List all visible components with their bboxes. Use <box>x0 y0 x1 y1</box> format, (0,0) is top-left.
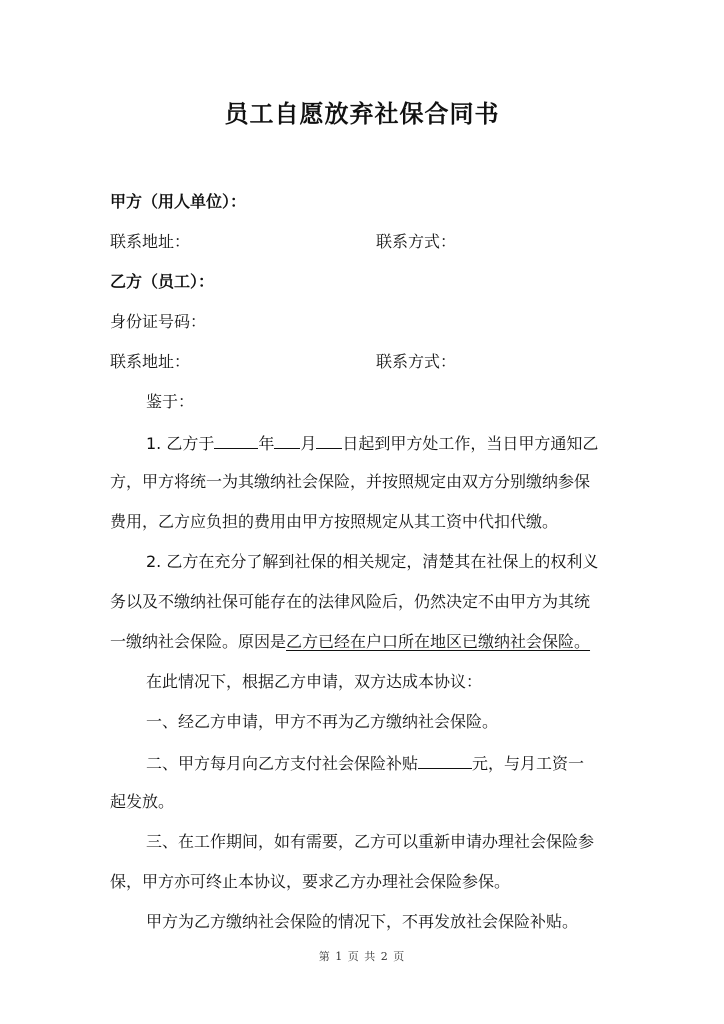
clause-2-line-2: 务以及不缴纳社保可能存在的法律风险后，仍然决定不由甲方为其统 <box>110 592 591 611</box>
article-2-text-a: 二、甲方每月向乙方支付社会保险补贴 <box>146 754 419 773</box>
subsidy-amount-blank <box>418 752 472 769</box>
clause-1-line-2: 方，甲方将统一为其缴纳社会保险，并按照规定由双方分别缴纳参保 <box>110 472 591 491</box>
id-number-label: 身份证号码： <box>110 312 207 331</box>
article-3-line-2: 保，甲方亦可终止本协议，要求乙方办理社会保险参保。 <box>110 872 511 891</box>
article-1: 一、经乙方申请，甲方不再为乙方缴纳社会保险。 <box>146 712 499 731</box>
year-label: 年 <box>258 434 275 453</box>
document-title: 员工自愿放弃社保合同书 <box>224 100 500 128</box>
party-a-contact-label: 联系方式： <box>376 232 457 251</box>
agreement-intro: 在此情况下，根据乙方申请，双方达成本协议： <box>146 672 483 691</box>
party-b-contact-label: 联系方式： <box>376 352 457 371</box>
whereas-heading: 鉴于： <box>146 392 195 411</box>
clause-2-text-a: 一缴纳社会保险。原因是 <box>110 632 287 651</box>
party-a-label: 甲方（用人单位）： <box>110 192 247 211</box>
start-day-blank <box>316 432 342 449</box>
clause-1-text-a: 1. 乙方于 <box>146 434 215 453</box>
article-2-text-b: 元，与月工资一 <box>472 754 585 773</box>
clause-2-line-1: 2. 乙方在充分了解到社保的相关规定，清楚其在社保上的权利义 <box>146 552 599 571</box>
clause-1-line-1 <box>146 432 598 454</box>
article-2-line-2: 起发放。 <box>110 792 175 811</box>
article-2-line-1 <box>146 752 584 774</box>
article-3-line-1: 三、在工作期间，如有需要，乙方可以重新申请办理社会保险参 <box>146 832 595 851</box>
clause-1-line-3: 费用，乙方应负担的费用由甲方按照规定从其工资中代扣代缴。 <box>110 512 559 531</box>
closing-statement: 甲方为乙方缴纳社会保险的情况下，不再发放社会保险补贴。 <box>146 912 579 931</box>
page-footer: 第 1 页 共 2 页 <box>318 950 406 963</box>
party-b-address-label: 联系地址： <box>110 352 191 371</box>
month-label: 月 <box>300 434 317 453</box>
start-month-blank <box>274 432 300 449</box>
party-a-address-label: 联系地址： <box>110 232 191 251</box>
clause-2-line-3 <box>110 632 590 652</box>
clause-1-text-b: 日起到甲方处工作，当日甲方通知乙 <box>342 434 599 453</box>
reason-filled-text: 乙方已经在户口所在地区已缴纳社会保险。 <box>286 632 591 651</box>
party-b-label: 乙方（员工）： <box>110 272 215 291</box>
start-year-blank <box>214 432 258 449</box>
